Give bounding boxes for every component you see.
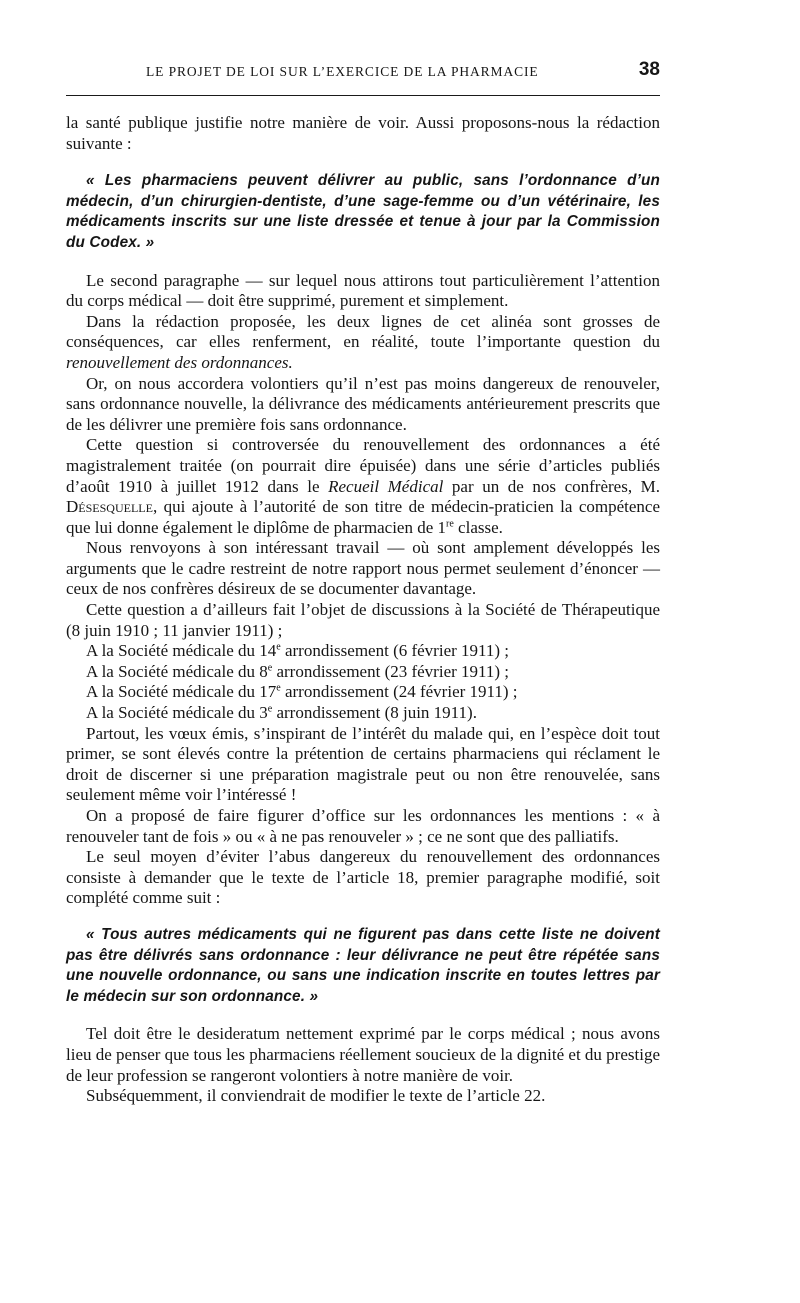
ordinal-superscript: e <box>276 682 281 694</box>
society-line-date: arrondissement (24 février 1911) ; <box>284 682 518 702</box>
body-text <box>66 113 660 1107</box>
society-line-3 <box>66 703 660 724</box>
paragraph-desideratum: Tel doit être le desideratum nettement exprimé par le corps médical ; nous avons lieu de penser que tous les pharmaciens réellement soucieux de la dignité et du prestige de leur profession se rangeront volontiers à notre manière de voir. <box>66 1024 660 1085</box>
society-line-text: A la Société médicale du 3 <box>86 703 268 723</box>
paragraph-wishes: Partout, les vœux émis, s’inspirant de l’intérêt du malade qui, en l’espèce doit tout primer, se sont élevés contre la prétention de certains pharmaciens qui réclament le droit de discerner si une préparation magistrale peut ou non être renouvelée, sans seulement même voir l’intéressé ! <box>66 723 660 805</box>
controversy-text-c: , qui ajoute à l’autorité de son titre de médecin-praticien la compétence que lui donne également le diplôme de pharmacien de 1 <box>66 497 660 537</box>
society-line-text: A la Société médicale du 17 <box>86 682 277 702</box>
paragraph-consequences <box>66 312 660 374</box>
running-title: LE PROJET DE LOI SUR L’EXERCICE DE LA PHARMACIE <box>146 64 539 79</box>
controversy-text-b: par un de nos confrères, M. <box>451 476 661 496</box>
controversy-text-d: classe. <box>458 517 503 537</box>
proposed-wording-quote: « Les pharmaciens peuvent délivrer au public, sans l’ordonnance d’un médecin, d’un chirurgien-dentiste, d’une sage-femme ou d’un vétérinaire, les médicaments inscrits sur une liste dressée et tenue à jour par la Commission du Codex. » <box>66 172 660 251</box>
ordinal-superscript: e <box>276 641 281 653</box>
society-line-17 <box>66 682 660 703</box>
author-name: Désesquelle <box>66 497 153 517</box>
amendment-quote: « Tous autres médicaments qui ne figurent pas dans cette liste ne doivent pas être délivrés sans ordonnance : leur délivrance ne peut être répétée sans une nouvelle ordonnance, ou sans une indication inscrite en toutes lettres par le médecin sur son ordonnance. » <box>66 925 660 1005</box>
paragraph-palliatives: On a proposé de faire figurer d’office sur les ordonnances les mentions : « à renouveler tant de fois » ou « à ne pas renouveler » ; ce ne sont que des palliatifs. <box>66 806 660 846</box>
paragraph-only-means: Le seul moyen d’éviter l’abus dangereux du renouvellement des ordonnances consiste à demander que le texte de l’article 18, premier paragraphe modifié, soit complété comme suit : <box>66 847 660 908</box>
page-header <box>66 59 660 86</box>
paragraph-danger: Or, on nous accordera volontiers qu’il n’est pas moins dangereux de renouveler, sans ordonnance nouvelle, la délivrance des médicaments antérieurement prescrits que de les délivrer une première fois sans ordonnance. <box>66 373 660 434</box>
paragraph-discussions: Cette question a d’ailleurs fait l’objet de discussions à la Société de Thérapeutique (8 juin 1910 ; 11 janvier 1911) ; <box>66 600 660 640</box>
renewal-phrase: renouvellement des ordonnances. <box>66 352 293 372</box>
ordinal-superscript: e <box>267 662 273 674</box>
society-line-date: arrondissement (6 février 1911) ; <box>284 641 510 661</box>
paragraph-second-paragraph: Le second paragraphe — sur lequel nous attirons tout particulièrement l’attention du corps médical — doit être supprimé, purement et simplement. <box>66 270 660 311</box>
paragraph-reference: Nous renvoyons à son intéressant travail — où sont amplement développés les arguments que le cadre restreint de notre rapport nous permet seulement d’énoncer — ceux de nos confrères désireux de se documenter davantage. <box>66 538 660 599</box>
society-line-text: A la Société médicale du 8 <box>86 661 268 681</box>
page-number: 38 <box>638 59 660 80</box>
class-superscript: re <box>446 518 454 530</box>
controversy-text-a: Cette question si controversée du renouvellement des ordonnances a été magistralement traitée (on pourrait dire épuisée) dans une série d’articles publiés d’août 1910 à juillet 1912 dans le <box>66 435 660 496</box>
paragraph-continuation: la santé publique justifie notre manière de voir. Aussi proposons-nous la rédaction suivante : <box>66 113 660 153</box>
ordinal-superscript: e <box>267 703 273 715</box>
society-line-14 <box>66 641 660 662</box>
journal-title: Recueil Médical <box>328 476 444 496</box>
society-line-text: A la Société médicale du 14 <box>86 641 277 661</box>
society-line-date: arrondissement (8 juin 1911). <box>276 703 477 723</box>
society-line-8 <box>66 662 660 683</box>
paragraph-consequences-text: Dans la rédaction proposée, les deux lignes de cet alinéa sont grosses de conséquences, car elles renferment, en réalité, toute l’importante question du <box>66 311 660 352</box>
paragraph-article-22: Subséquemment, il conviendrait de modifier le texte de l’article 22. <box>86 1086 546 1106</box>
header-rule <box>66 95 660 96</box>
paragraph-controversy <box>66 435 660 538</box>
society-line-date: arrondissement (23 février 1911) ; <box>276 661 510 681</box>
